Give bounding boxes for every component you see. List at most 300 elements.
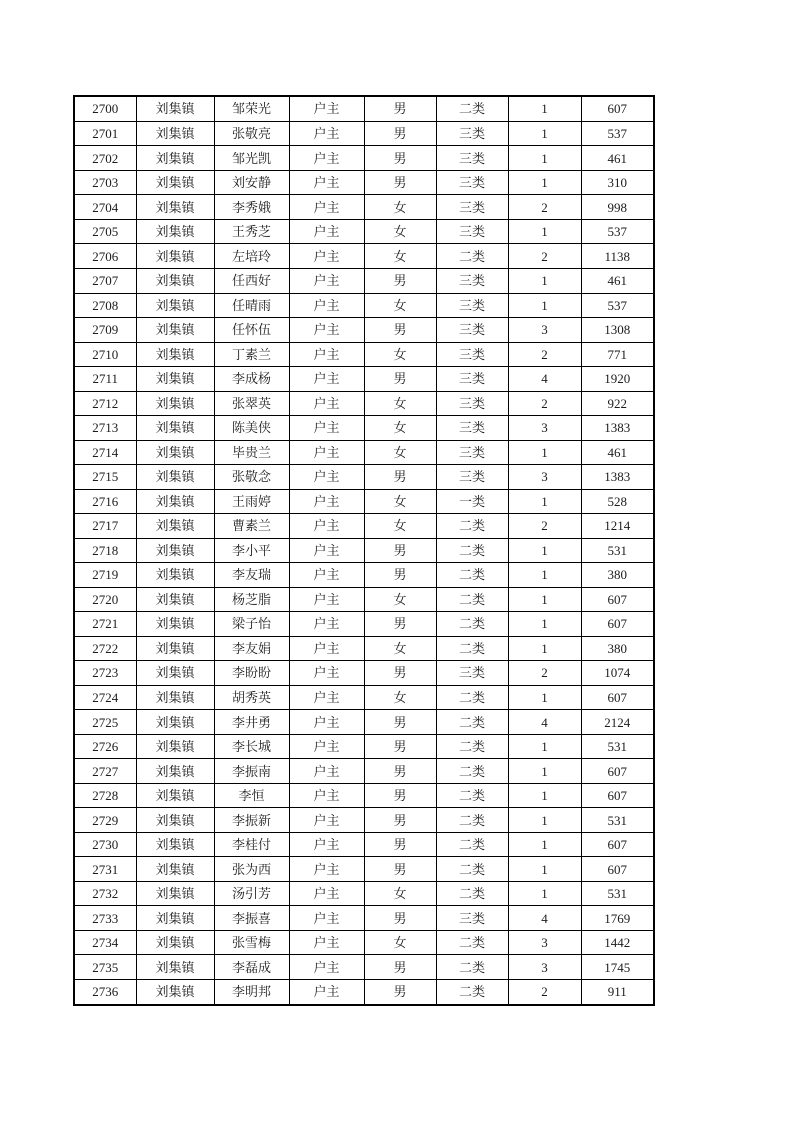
cell-category: 二类: [436, 538, 508, 563]
cell-household-role: 户主: [289, 195, 364, 220]
cell-gender: 男: [364, 979, 436, 1005]
cell-gender: 男: [364, 96, 436, 121]
cell-gender: 女: [364, 391, 436, 416]
cell-serial-number: 2731: [74, 857, 136, 882]
cell-amount: 1308: [581, 318, 654, 343]
cell-amount: 607: [581, 587, 654, 612]
cell-town: 刘集镇: [136, 808, 214, 833]
cell-name: 李长城: [214, 734, 289, 759]
cell-household-role: 户主: [289, 96, 364, 121]
cell-category: 三类: [436, 195, 508, 220]
cell-town: 刘集镇: [136, 342, 214, 367]
cell-serial-number: 2735: [74, 955, 136, 980]
cell-serial-number: 2725: [74, 710, 136, 735]
cell-household-role: 户主: [289, 930, 364, 955]
table-row: [74, 734, 654, 759]
cell-household-role: 户主: [289, 268, 364, 293]
cell-gender: 女: [364, 195, 436, 220]
cell-count: 3: [508, 416, 581, 441]
table-row: [74, 121, 654, 146]
cell-town: 刘集镇: [136, 955, 214, 980]
cell-serial-number: 2705: [74, 219, 136, 244]
cell-town: 刘集镇: [136, 661, 214, 686]
cell-category: 二类: [436, 244, 508, 269]
cell-count: 2: [508, 391, 581, 416]
cell-household-role: 户主: [289, 489, 364, 514]
cell-household-role: 户主: [289, 391, 364, 416]
cell-household-role: 户主: [289, 416, 364, 441]
cell-category: 二类: [436, 881, 508, 906]
cell-amount: 1745: [581, 955, 654, 980]
cell-gender: 女: [364, 416, 436, 441]
cell-category: 二类: [436, 930, 508, 955]
household-table: [73, 95, 655, 1006]
cell-amount: 1138: [581, 244, 654, 269]
cell-category: 三类: [436, 391, 508, 416]
table-row: [74, 318, 654, 343]
cell-gender: 女: [364, 636, 436, 661]
cell-amount: 537: [581, 293, 654, 318]
cell-category: 三类: [436, 170, 508, 195]
cell-category: 三类: [436, 661, 508, 686]
cell-town: 刘集镇: [136, 538, 214, 563]
cell-town: 刘集镇: [136, 612, 214, 637]
cell-count: 1: [508, 121, 581, 146]
cell-household-role: 户主: [289, 318, 364, 343]
cell-name: 任晴雨: [214, 293, 289, 318]
cell-count: 3: [508, 318, 581, 343]
cell-name: 任怀伍: [214, 318, 289, 343]
cell-category: 一类: [436, 489, 508, 514]
cell-gender: 女: [364, 685, 436, 710]
cell-amount: 998: [581, 195, 654, 220]
cell-household-role: 户主: [289, 612, 364, 637]
cell-amount: 607: [581, 783, 654, 808]
cell-serial-number: 2719: [74, 563, 136, 588]
cell-serial-number: 2715: [74, 465, 136, 490]
cell-household-role: 户主: [289, 783, 364, 808]
cell-category: 三类: [436, 268, 508, 293]
cell-gender: 男: [364, 832, 436, 857]
cell-name: 杨芝脂: [214, 587, 289, 612]
cell-amount: 1442: [581, 930, 654, 955]
cell-gender: 男: [364, 661, 436, 686]
table-row: [74, 170, 654, 195]
cell-amount: 1383: [581, 465, 654, 490]
cell-amount: 911: [581, 979, 654, 1005]
cell-name: 张为西: [214, 857, 289, 882]
cell-name: 陈美侠: [214, 416, 289, 441]
table-row: [74, 293, 654, 318]
cell-town: 刘集镇: [136, 832, 214, 857]
table-row: [74, 538, 654, 563]
cell-serial-number: 2707: [74, 268, 136, 293]
cell-name: 张敬亮: [214, 121, 289, 146]
cell-count: 1: [508, 587, 581, 612]
cell-count: 1: [508, 783, 581, 808]
cell-town: 刘集镇: [136, 587, 214, 612]
cell-serial-number: 2716: [74, 489, 136, 514]
cell-gender: 女: [364, 440, 436, 465]
cell-town: 刘集镇: [136, 293, 214, 318]
table-row: [74, 489, 654, 514]
cell-gender: 男: [364, 808, 436, 833]
cell-amount: 607: [581, 832, 654, 857]
cell-category: 二类: [436, 857, 508, 882]
cell-serial-number: 2727: [74, 759, 136, 784]
cell-amount: 1214: [581, 514, 654, 539]
table-row: [74, 146, 654, 171]
cell-category: 三类: [436, 342, 508, 367]
cell-count: 1: [508, 293, 581, 318]
cell-gender: 男: [364, 710, 436, 735]
cell-household-role: 户主: [289, 342, 364, 367]
cell-category: 二类: [436, 734, 508, 759]
cell-household-role: 户主: [289, 121, 364, 146]
cell-gender: 男: [364, 146, 436, 171]
table-row: [74, 955, 654, 980]
cell-name: 汤引芳: [214, 881, 289, 906]
cell-count: 1: [508, 440, 581, 465]
cell-category: 三类: [436, 318, 508, 343]
cell-count: 1: [508, 219, 581, 244]
cell-name: 李小平: [214, 538, 289, 563]
cell-amount: 1769: [581, 906, 654, 931]
cell-category: 二类: [436, 685, 508, 710]
cell-name: 胡秀英: [214, 685, 289, 710]
cell-town: 刘集镇: [136, 759, 214, 784]
cell-household-role: 户主: [289, 979, 364, 1005]
cell-name: 张敬念: [214, 465, 289, 490]
cell-household-role: 户主: [289, 587, 364, 612]
table-row: [74, 465, 654, 490]
cell-count: 1: [508, 734, 581, 759]
cell-count: 1: [508, 857, 581, 882]
table-row: [74, 587, 654, 612]
cell-gender: 男: [364, 318, 436, 343]
table-row: [74, 391, 654, 416]
cell-household-role: 户主: [289, 759, 364, 784]
cell-amount: 380: [581, 563, 654, 588]
cell-town: 刘集镇: [136, 195, 214, 220]
cell-serial-number: 2709: [74, 318, 136, 343]
cell-household-role: 户主: [289, 244, 364, 269]
cell-household-role: 户主: [289, 170, 364, 195]
cell-serial-number: 2710: [74, 342, 136, 367]
table-row: [74, 759, 654, 784]
cell-town: 刘集镇: [136, 636, 214, 661]
table-row: [74, 367, 654, 392]
cell-category: 二类: [436, 979, 508, 1005]
table-row: [74, 857, 654, 882]
cell-gender: 女: [364, 219, 436, 244]
table-row: [74, 661, 654, 686]
cell-town: 刘集镇: [136, 514, 214, 539]
cell-gender: 男: [364, 465, 436, 490]
cell-serial-number: 2721: [74, 612, 136, 637]
cell-name: 李桂付: [214, 832, 289, 857]
cell-household-role: 户主: [289, 881, 364, 906]
cell-household-role: 户主: [289, 293, 364, 318]
cell-town: 刘集镇: [136, 268, 214, 293]
cell-gender: 男: [364, 538, 436, 563]
cell-amount: 461: [581, 440, 654, 465]
cell-household-role: 户主: [289, 514, 364, 539]
cell-gender: 男: [364, 121, 436, 146]
cell-name: 李友娟: [214, 636, 289, 661]
cell-household-role: 户主: [289, 661, 364, 686]
table-row: [74, 563, 654, 588]
cell-amount: 2124: [581, 710, 654, 735]
cell-household-role: 户主: [289, 367, 364, 392]
cell-gender: 男: [364, 734, 436, 759]
table-row: [74, 268, 654, 293]
cell-name: 梁子怡: [214, 612, 289, 637]
cell-serial-number: 2718: [74, 538, 136, 563]
cell-gender: 男: [364, 170, 436, 195]
cell-category: 三类: [436, 465, 508, 490]
cell-town: 刘集镇: [136, 367, 214, 392]
cell-category: 三类: [436, 293, 508, 318]
cell-household-role: 户主: [289, 465, 364, 490]
cell-count: 4: [508, 710, 581, 735]
cell-serial-number: 2712: [74, 391, 136, 416]
cell-amount: 528: [581, 489, 654, 514]
cell-gender: 男: [364, 563, 436, 588]
cell-name: 丁素兰: [214, 342, 289, 367]
cell-amount: 607: [581, 685, 654, 710]
cell-amount: 607: [581, 612, 654, 637]
table-row: [74, 979, 654, 1005]
cell-household-role: 户主: [289, 734, 364, 759]
cell-count: 4: [508, 367, 581, 392]
cell-amount: 461: [581, 268, 654, 293]
cell-gender: 男: [364, 906, 436, 931]
cell-household-role: 户主: [289, 563, 364, 588]
cell-amount: 607: [581, 96, 654, 121]
cell-town: 刘集镇: [136, 440, 214, 465]
cell-count: 2: [508, 979, 581, 1005]
table-row: [74, 783, 654, 808]
cell-town: 刘集镇: [136, 146, 214, 171]
table-row: [74, 832, 654, 857]
cell-amount: 1383: [581, 416, 654, 441]
cell-town: 刘集镇: [136, 96, 214, 121]
cell-name: 李成杨: [214, 367, 289, 392]
table-row: [74, 612, 654, 637]
cell-name: 李恒: [214, 783, 289, 808]
cell-count: 1: [508, 881, 581, 906]
cell-gender: 女: [364, 489, 436, 514]
cell-name: 李明邦: [214, 979, 289, 1005]
cell-town: 刘集镇: [136, 121, 214, 146]
cell-category: 三类: [436, 906, 508, 931]
cell-household-role: 户主: [289, 710, 364, 735]
cell-amount: 531: [581, 881, 654, 906]
cell-gender: 男: [364, 955, 436, 980]
cell-gender: 女: [364, 881, 436, 906]
table-row: [74, 710, 654, 735]
cell-amount: 380: [581, 636, 654, 661]
cell-name: 李井勇: [214, 710, 289, 735]
cell-count: 1: [508, 170, 581, 195]
cell-household-role: 户主: [289, 808, 364, 833]
cell-town: 刘集镇: [136, 857, 214, 882]
cell-gender: 男: [364, 367, 436, 392]
cell-count: 1: [508, 96, 581, 121]
cell-count: 3: [508, 955, 581, 980]
cell-count: 2: [508, 244, 581, 269]
cell-town: 刘集镇: [136, 783, 214, 808]
cell-town: 刘集镇: [136, 318, 214, 343]
cell-category: 三类: [436, 367, 508, 392]
cell-count: 1: [508, 612, 581, 637]
cell-amount: 531: [581, 734, 654, 759]
cell-count: 4: [508, 906, 581, 931]
cell-count: 1: [508, 808, 581, 833]
cell-town: 刘集镇: [136, 244, 214, 269]
cell-gender: 男: [364, 268, 436, 293]
cell-gender: 男: [364, 759, 436, 784]
cell-household-role: 户主: [289, 906, 364, 931]
cell-town: 刘集镇: [136, 906, 214, 931]
cell-serial-number: 2729: [74, 808, 136, 833]
cell-name: 刘安静: [214, 170, 289, 195]
cell-count: 1: [508, 268, 581, 293]
cell-town: 刘集镇: [136, 881, 214, 906]
cell-category: 二类: [436, 612, 508, 637]
cell-gender: 女: [364, 930, 436, 955]
cell-serial-number: 2713: [74, 416, 136, 441]
cell-town: 刘集镇: [136, 979, 214, 1005]
cell-serial-number: 2722: [74, 636, 136, 661]
cell-gender: 女: [364, 587, 436, 612]
cell-gender: 女: [364, 244, 436, 269]
cell-household-role: 户主: [289, 440, 364, 465]
cell-category: 二类: [436, 96, 508, 121]
table-body: [74, 96, 654, 1005]
cell-count: 2: [508, 661, 581, 686]
cell-town: 刘集镇: [136, 489, 214, 514]
cell-serial-number: 2734: [74, 930, 136, 955]
cell-serial-number: 2730: [74, 832, 136, 857]
cell-serial-number: 2717: [74, 514, 136, 539]
cell-serial-number: 2714: [74, 440, 136, 465]
cell-gender: 男: [364, 783, 436, 808]
cell-name: 左培玲: [214, 244, 289, 269]
cell-serial-number: 2728: [74, 783, 136, 808]
cell-category: 二类: [436, 636, 508, 661]
cell-category: 二类: [436, 759, 508, 784]
cell-category: 三类: [436, 440, 508, 465]
cell-amount: 1074: [581, 661, 654, 686]
cell-name: 王秀芝: [214, 219, 289, 244]
cell-serial-number: 2733: [74, 906, 136, 931]
cell-amount: 537: [581, 121, 654, 146]
cell-town: 刘集镇: [136, 170, 214, 195]
cell-town: 刘集镇: [136, 685, 214, 710]
cell-gender: 男: [364, 857, 436, 882]
cell-gender: 男: [364, 612, 436, 637]
cell-town: 刘集镇: [136, 734, 214, 759]
cell-category: 二类: [436, 783, 508, 808]
cell-serial-number: 2708: [74, 293, 136, 318]
cell-household-role: 户主: [289, 955, 364, 980]
cell-category: 二类: [436, 587, 508, 612]
cell-name: 张翠英: [214, 391, 289, 416]
cell-serial-number: 2720: [74, 587, 136, 612]
cell-household-role: 户主: [289, 832, 364, 857]
cell-serial-number: 2723: [74, 661, 136, 686]
cell-count: 2: [508, 514, 581, 539]
table-row: [74, 244, 654, 269]
cell-count: 2: [508, 195, 581, 220]
cell-town: 刘集镇: [136, 710, 214, 735]
cell-count: 1: [508, 685, 581, 710]
table-row: [74, 881, 654, 906]
cell-serial-number: 2703: [74, 170, 136, 195]
table-row: [74, 195, 654, 220]
cell-category: 二类: [436, 808, 508, 833]
cell-count: 1: [508, 146, 581, 171]
table-row: [74, 514, 654, 539]
cell-amount: 461: [581, 146, 654, 171]
cell-category: 三类: [436, 146, 508, 171]
cell-town: 刘集镇: [136, 391, 214, 416]
cell-name: 曹素兰: [214, 514, 289, 539]
cell-amount: 310: [581, 170, 654, 195]
cell-count: 1: [508, 759, 581, 784]
cell-count: 3: [508, 930, 581, 955]
cell-serial-number: 2701: [74, 121, 136, 146]
cell-category: 三类: [436, 416, 508, 441]
cell-serial-number: 2724: [74, 685, 136, 710]
cell-name: 王雨婷: [214, 489, 289, 514]
cell-name: 张雪梅: [214, 930, 289, 955]
cell-category: 三类: [436, 219, 508, 244]
table-row: [74, 96, 654, 121]
table-row: [74, 808, 654, 833]
cell-count: 1: [508, 489, 581, 514]
cell-name: 李秀娥: [214, 195, 289, 220]
cell-gender: 女: [364, 342, 436, 367]
cell-household-role: 户主: [289, 857, 364, 882]
cell-count: 1: [508, 636, 581, 661]
cell-name: 李友瑞: [214, 563, 289, 588]
table-row: [74, 440, 654, 465]
cell-count: 1: [508, 538, 581, 563]
table-row: [74, 636, 654, 661]
cell-category: 二类: [436, 514, 508, 539]
cell-amount: 922: [581, 391, 654, 416]
cell-serial-number: 2726: [74, 734, 136, 759]
cell-name: 邹光凯: [214, 146, 289, 171]
cell-town: 刘集镇: [136, 219, 214, 244]
cell-household-role: 户主: [289, 146, 364, 171]
cell-gender: 女: [364, 293, 436, 318]
cell-serial-number: 2702: [74, 146, 136, 171]
cell-count: 2: [508, 342, 581, 367]
cell-name: 李盼盼: [214, 661, 289, 686]
table-row: [74, 219, 654, 244]
cell-category: 二类: [436, 710, 508, 735]
cell-amount: 1920: [581, 367, 654, 392]
cell-household-role: 户主: [289, 685, 364, 710]
cell-amount: 607: [581, 759, 654, 784]
cell-count: 3: [508, 465, 581, 490]
cell-town: 刘集镇: [136, 465, 214, 490]
cell-name: 毕贵兰: [214, 440, 289, 465]
